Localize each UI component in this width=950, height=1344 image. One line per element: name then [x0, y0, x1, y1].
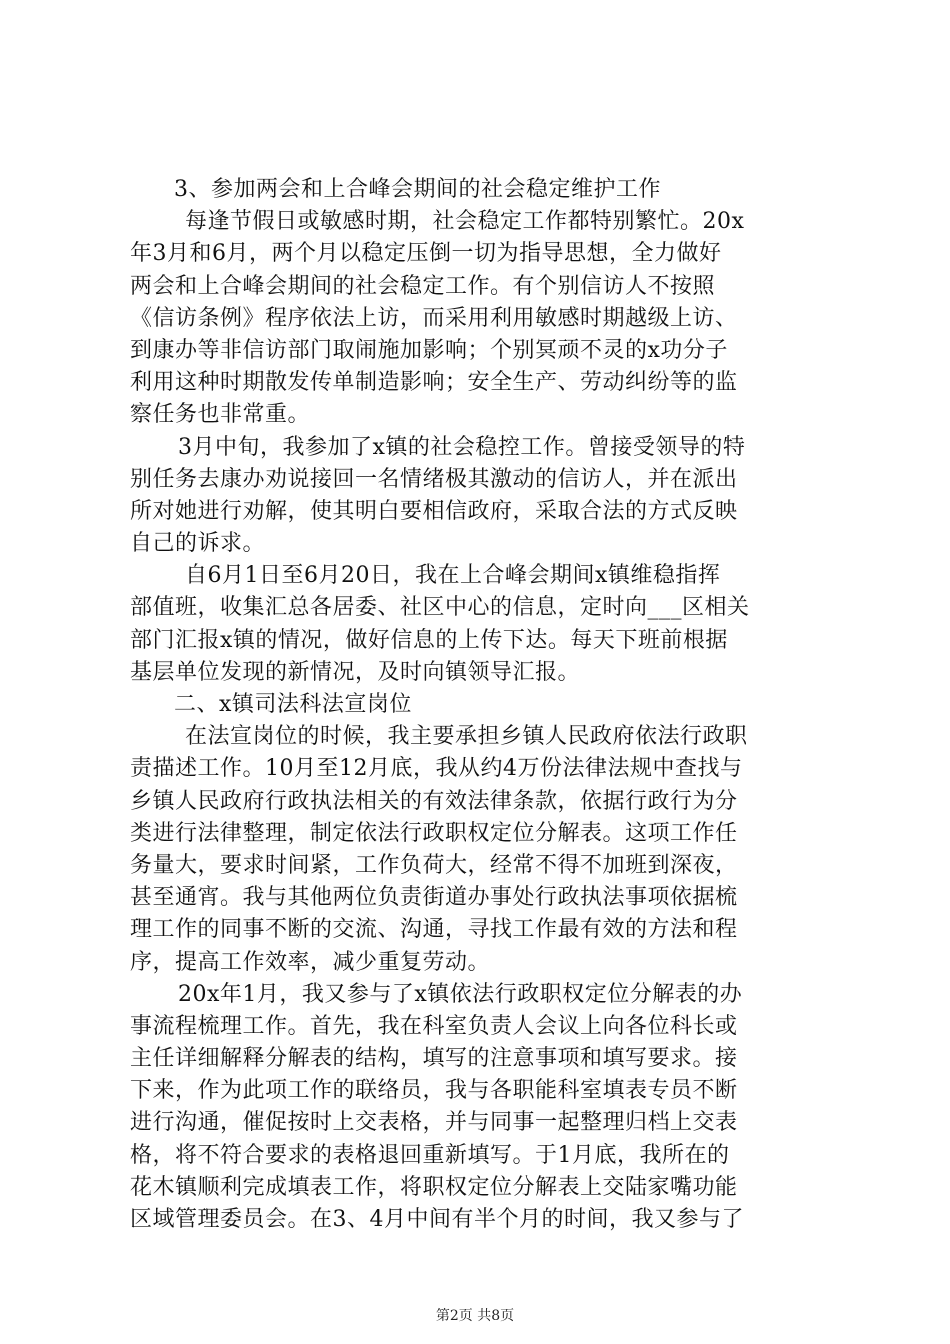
- paragraph-line: 察任务也非常重。: [130, 402, 311, 428]
- paragraph-line: 自己的诉求。: [130, 531, 266, 557]
- paragraph-line: 格，将不符合要求的表格退回重新填写。于1月底，我所在的: [130, 1142, 730, 1168]
- paragraph-line: 部值班，收集汇总各居委、社区中心的信息，定时向___区相关: [130, 595, 750, 621]
- section-heading: 二、x镇司法科法宣岗位: [174, 692, 412, 717]
- section-heading: 3、参加两会和上合峰会期间的社会稳定维护工作: [174, 177, 661, 202]
- paragraph-line: 下来，作为此项工作的联络员，我与各职能科室填表专员不断: [130, 1078, 738, 1104]
- document-body: [130, 174, 820, 1236]
- paragraph-line: 自6月1日至6月20日，我在上合峰会期间x镇维稳指挥: [185, 563, 721, 589]
- paragraph-line: 所对她进行劝解，使其明白要相信政府，采取合法的方式反映: [130, 498, 738, 524]
- paragraph-line: 进行沟通，催促按时上交表格，并与同事一起整理归档上交表: [130, 1110, 738, 1136]
- paragraph-line: 事流程梳理工作。首先，我在科室负责人会议上向各位科长或: [130, 1013, 738, 1039]
- paragraph-line: 《信访条例》程序依法上访，而采用利用敏感时期越级上访、: [130, 305, 738, 331]
- paragraph-line: 花木镇顺利完成填表工作，将职权定位分解表上交陆家嘴功能: [130, 1174, 738, 1200]
- paragraph-line: 务量大，要求时间紧，工作负荷大，经常不得不加班到深夜，: [130, 852, 738, 878]
- paragraph-line: 基层单位发现的新情况，及时向镇领导汇报。: [130, 659, 581, 685]
- paragraph-line: 利用这种时期散发传单制造影响；安全生产、劳动纠纷等的监: [130, 370, 738, 396]
- paragraph-line: 区域管理委员会。在3、4月中间有半个月的时间，我又参与了: [130, 1207, 744, 1232]
- paragraph-line: 年3月和6月，两个月以稳定压倒一切为指导思想，全力做好: [130, 241, 722, 267]
- paragraph-line: 两会和上合峰会期间的社会稳定工作。有个别信访人不按照: [130, 273, 716, 299]
- paragraph-line: 理工作的同事不断的交流、沟通，寻找工作最有效的方法和程: [130, 917, 738, 943]
- paragraph-line: 甚至通宵。我与其他两位负责街道办事处行政执法事项依据梳: [130, 885, 738, 911]
- paragraph-line: 责描述工作。10月至12月底，我从约4万份法律法规中查找与: [130, 756, 743, 782]
- paragraph-line: 主任详细解释分解表的结构，填写的注意事项和填写要求。接: [130, 1046, 738, 1072]
- page-number-footer: 第2页 共8页: [435, 1308, 515, 1324]
- paragraph-line: 部门汇报x镇的情况，做好信息的上传下达。每天下班前根据: [130, 627, 728, 653]
- paragraph-line: 序，提高工作效率，减少重复劳动。: [130, 949, 491, 975]
- paragraph-line: 类进行法律整理，制定依法行政职权定位分解表。这项工作任: [130, 820, 738, 846]
- paragraph-line: 每逢节假日或敏感时期，社会稳定工作都特别繁忙。20x: [185, 209, 745, 235]
- paragraph-line: 到康办等非信访部门取闹施加影响；个别冥顽不灵的x功分子: [130, 337, 728, 363]
- paragraph-line: 3月中旬，我参加了x镇的社会稳控工作。曾接受领导的特: [178, 434, 746, 460]
- paragraph-line: 在法宣岗位的时候，我主要承担乡镇人民政府依法行政职: [185, 724, 748, 750]
- paragraph-line: 20x年1月，我又参与了x镇依法行政职权定位分解表的办: [178, 981, 743, 1007]
- paragraph-line: 乡镇人民政府行政执法相关的有效法律条款，依据行政行为分: [130, 788, 738, 814]
- paragraph-line: 别任务去康办劝说接回一名情绪极其激动的信访人，并在派出: [130, 466, 738, 492]
